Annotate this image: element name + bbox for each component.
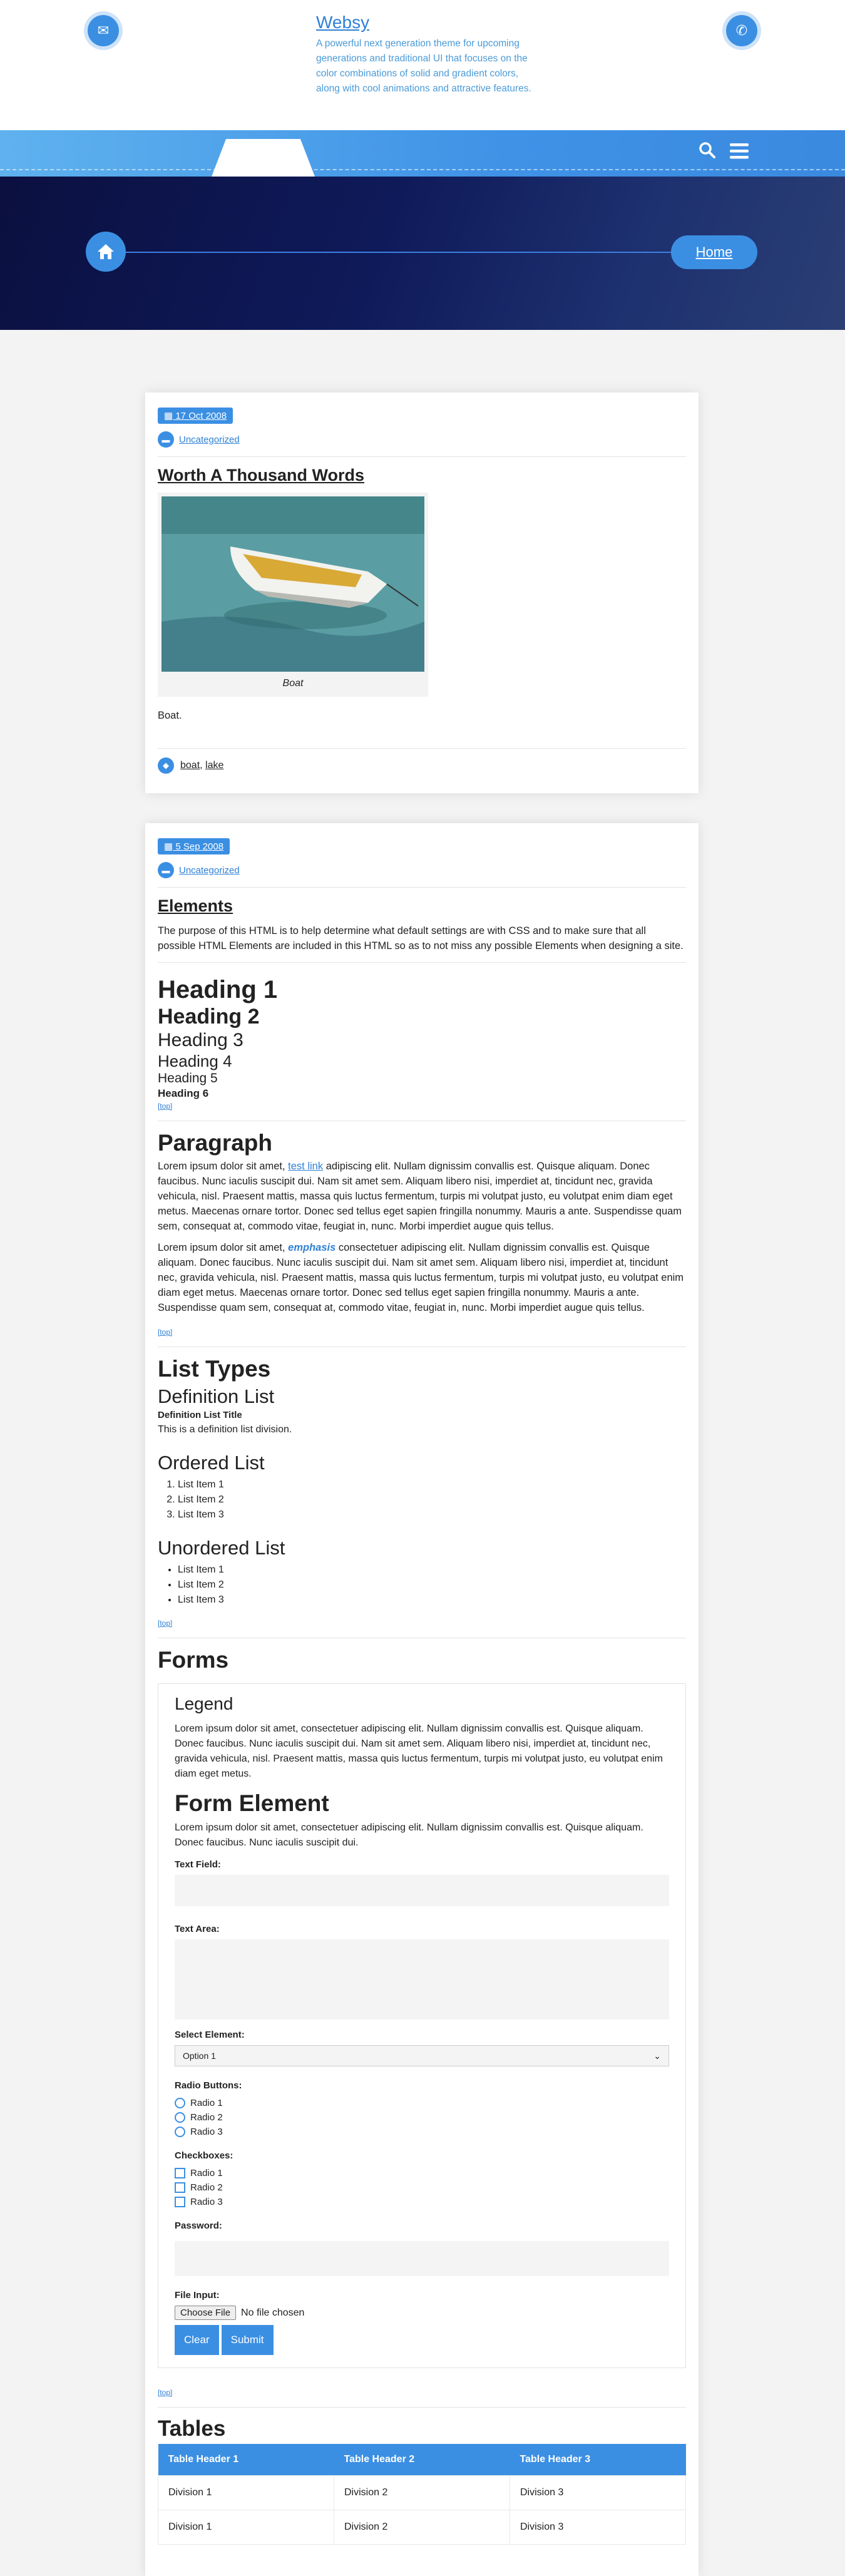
post-category (158, 862, 686, 878)
forms-title: Forms (158, 1647, 229, 1673)
paragraph-title: Paragraph (158, 1130, 273, 1156)
tag-link-boat[interactable]: boat (180, 760, 200, 771)
paragraph-text: adipiscing elit. Nullam dignissim convallis est. Quisque aliquam. Donec faucibus. Nunc iaculis suscipit dui. Nam sit amet sem. Aliquam libero nisi, imperdiet at, tincidunt nec, gravida vehicula, nisl. Praesent mattis, massa quis luctus fermentum, turpis mi volutpat justo, eu volutpat enim diam eget metus. Maecenas ornare tortor. Donec sed tellus eget sapien fringilla nonummy. Mauris a ante. Suspendisse quam sem, consequat at, commodo vitae, feugiat in, nunc. Morbi imperdiet augue quis tellus. (158, 1161, 682, 1232)
nav-divider (0, 169, 845, 170)
tag-link-lake[interactable]: lake (205, 760, 224, 771)
table-header: Table Header 1 (158, 2444, 334, 2476)
divider (158, 456, 686, 457)
radio-option-2[interactable] (175, 2110, 669, 2125)
hero-banner (0, 177, 845, 330)
table-row (158, 2510, 686, 2545)
paragraph-2 (158, 1240, 686, 1315)
form-element-title: Form Element (175, 1790, 329, 1816)
post-title[interactable]: Worth A Thousand Words (158, 466, 364, 485)
radio-text: Radio 3 (190, 2127, 223, 2137)
post-date: 17 Oct 2008 (175, 411, 227, 421)
radio-option-1[interactable] (175, 2096, 669, 2110)
table-cell: Division 1 (158, 2510, 334, 2545)
top-link[interactable]: [top] (158, 1619, 173, 1628)
ordered-list-title: Ordered List (158, 1452, 265, 1474)
file-input-label: File Input: (175, 2290, 220, 2301)
text-field-input[interactable] (175, 1875, 669, 1906)
file-status: No file chosen (241, 2307, 305, 2318)
radio-text: Radio 2 (190, 2112, 223, 2123)
ordered-list (158, 1477, 686, 1522)
password-input[interactable] (175, 2241, 669, 2276)
site-header (0, 0, 845, 130)
category-link[interactable]: Uncategorized (179, 865, 240, 876)
paragraph-text: Lorem ipsum dolor sit amet, (158, 1161, 289, 1172)
checkbox[interactable] (175, 2168, 185, 2178)
fieldset-legend: Legend (175, 1694, 233, 1713)
table-header: Table Header 3 (510, 2444, 686, 2476)
definition-description: This is a definition list division. (158, 1424, 292, 1435)
figure-caption: Boat (282, 678, 304, 689)
nav-bar (0, 130, 845, 177)
heading-4: Heading 4 (158, 1052, 232, 1070)
headings-section (158, 975, 686, 1112)
table-header: Table Header 2 (334, 2444, 510, 2476)
list-item: • List Item 3 (178, 1593, 686, 1608)
password-label: Password: (175, 2220, 222, 2231)
breadcrumb-home-link[interactable]: Home (671, 235, 757, 269)
heading-1: Heading 1 (158, 976, 278, 1003)
site-description: A powerful next generation theme for upcoming generations and traditional UI that focuses on the color combinations of solid and gradient colors, along with cool animations and attractive features. (316, 38, 531, 94)
top-link[interactable]: [top] (158, 1102, 173, 1111)
checkbox-option-1[interactable] (175, 2166, 669, 2180)
file-input (175, 2306, 669, 2320)
definition-list-title: Definition List (158, 1385, 275, 1407)
home-icon[interactable] (86, 232, 126, 272)
text-area-input[interactable] (175, 1939, 669, 2019)
checkbox-option-2[interactable] (175, 2180, 669, 2195)
heading-5: Heading 5 (158, 1071, 218, 1085)
post-title[interactable]: Elements (158, 896, 233, 915)
table-cell: Division 2 (334, 2510, 510, 2545)
tag-icon: ◆ (158, 757, 174, 774)
table-cell: Division 3 (510, 2476, 686, 2510)
table-cell: Division 2 (334, 2476, 510, 2510)
select-label: Select Element: (175, 2029, 245, 2040)
paragraph-text: consectetuer adipiscing elit. Nullam dignissim convallis est. Quisque aliquam. Donec faucibus. Nunc iaculis suscipit dui. Nam sit amet sem. Aliquam libero nisi, imperdiet at, tincidunt nec, gravida vehicula, nisl. Praesent mattis, massa quis luctus fermentum, turpis mi volutpat justo, eu volutpat enim diam eget metus. Maecenas ornare tortor. Donec sed tellus eget sapien fringilla nonummy. Mauris a ante. Suspendisse quam sem, consequat at, commodo vitae, feugiat in, nunc. Morbi imperdiet augue quis tellus. (158, 1242, 684, 1313)
hamburger-icon[interactable] (730, 143, 749, 163)
list-item: 2. List Item 2 (178, 1492, 686, 1507)
checkbox-option-3[interactable] (175, 2195, 669, 2209)
checkbox[interactable] (175, 2197, 185, 2207)
clear-button[interactable]: Clear (175, 2325, 219, 2355)
whatsapp-icon[interactable]: ✆ (726, 15, 757, 46)
checkbox-text: Radio 1 (190, 2168, 223, 2178)
heading-3: Heading 3 (158, 1030, 243, 1050)
boat-image (161, 496, 424, 672)
list-types-title: List Types (158, 1356, 271, 1382)
nav-active-tab[interactable] (212, 139, 315, 177)
paragraph-text: Lorem ipsum dolor sit amet, (158, 1242, 289, 1253)
folder-icon: ▬ (158, 431, 174, 448)
post-figure (158, 493, 428, 697)
post-category (158, 431, 686, 448)
folder-icon: ▬ (158, 862, 174, 878)
divider (158, 887, 686, 888)
post-date-badge[interactable]: ▦ 17 Oct 2008 (158, 408, 233, 424)
heading-6: Heading 6 (158, 1087, 209, 1099)
checkbox-label: Checkboxes: (175, 2150, 233, 2161)
post-intro: The purpose of this HTML is to help determine what default settings are with CSS and to make sure that all possible HTML Elements are included in this HTML so as to not miss any possible Elements when designing a site. (158, 925, 684, 952)
table-cell: Division 3 (510, 2510, 686, 2545)
select-value: Option 1 (183, 2051, 216, 2061)
table-row (158, 2476, 686, 2510)
checkbox[interactable] (175, 2182, 185, 2193)
radio-label: Radio Buttons: (175, 2080, 242, 2091)
list-item: • List Item 2 (178, 1578, 686, 1593)
data-table (158, 2444, 686, 2545)
post-card-boat (145, 393, 699, 793)
list-item: 1. List Item 1 (178, 1477, 686, 1492)
choose-file-button[interactable]: Choose File (175, 2306, 236, 2320)
post-card-elements (145, 823, 699, 2576)
radio-button[interactable] (175, 2098, 185, 2108)
divider (158, 2407, 686, 2408)
test-link[interactable]: test link (288, 1161, 324, 1172)
select-element[interactable] (175, 2045, 669, 2066)
post-date: 5 Sep 2008 (175, 841, 224, 852)
form-buttons (175, 2325, 669, 2355)
submit-button[interactable]: Submit (222, 2325, 274, 2355)
unordered-list-title: Unordered List (158, 1537, 285, 1559)
radio-button[interactable] (175, 2127, 185, 2137)
radio-option-3[interactable] (175, 2125, 669, 2139)
form-fieldset (158, 1683, 686, 2368)
top-link[interactable]: [top] (158, 2388, 173, 2397)
list-item: 3. List Item 3 (178, 1507, 686, 1522)
list-item: • List Item 1 (178, 1563, 686, 1578)
unordered-list (158, 1563, 686, 1608)
category-link[interactable]: Uncategorized (179, 434, 240, 445)
divider (158, 748, 686, 749)
tables-title: Tables (158, 2416, 226, 2441)
paragraph-1 (158, 1159, 686, 1234)
radio-button[interactable] (175, 2112, 185, 2123)
post-tags: ◆ boat, lake (158, 757, 686, 774)
text-area-label: Text Area: (175, 1924, 220, 1934)
definition-term: Definition List Title (158, 1410, 242, 1420)
emphasis-text: emphasis (288, 1242, 336, 1253)
checkbox-text: Radio 2 (190, 2182, 223, 2193)
form-element-text: Lorem ipsum dolor sit amet, consectetuer adipiscing elit. Nullam dignissim convallis est. Quisque aliquam. Donec faucibus. Nunc iaculis suscipit dui. (175, 1822, 643, 1848)
search-icon[interactable] (699, 141, 716, 163)
envelope-icon[interactable]: ✉ (88, 15, 119, 46)
post-date-badge[interactable]: ▦ 5 Sep 2008 (158, 838, 230, 854)
site-title[interactable]: Websy (316, 13, 370, 32)
top-link[interactable]: [top] (158, 1328, 173, 1337)
radio-text: Radio 1 (190, 2098, 223, 2108)
chevron-down-icon: ⌄ (653, 2050, 661, 2061)
legend-text: Lorem ipsum dolor sit amet, consectetuer adipiscing elit. Nullam dignissim convallis est. Quisque aliquam. Donec faucibus. Nunc iaculis suscipit dui. Nam sit amet sem. Aliquam libero nisi, imperdiet at, tincidunt nec, gravida vehicula, nisl. Praesent mattis, massa quis luctus fermentum, turpis mi volutpat justo, eu volutpat enim diam eget metus. (175, 1723, 663, 1779)
checkbox-text: Radio 3 (190, 2197, 223, 2207)
text-field-label: Text Field: (175, 1859, 221, 1870)
breadcrumb-line (106, 252, 682, 253)
divider (158, 962, 686, 963)
post-excerpt: Boat. (158, 710, 182, 721)
heading-2: Heading 2 (158, 1005, 260, 1029)
table-cell: Division 1 (158, 2476, 334, 2510)
table-header-row (158, 2444, 686, 2476)
